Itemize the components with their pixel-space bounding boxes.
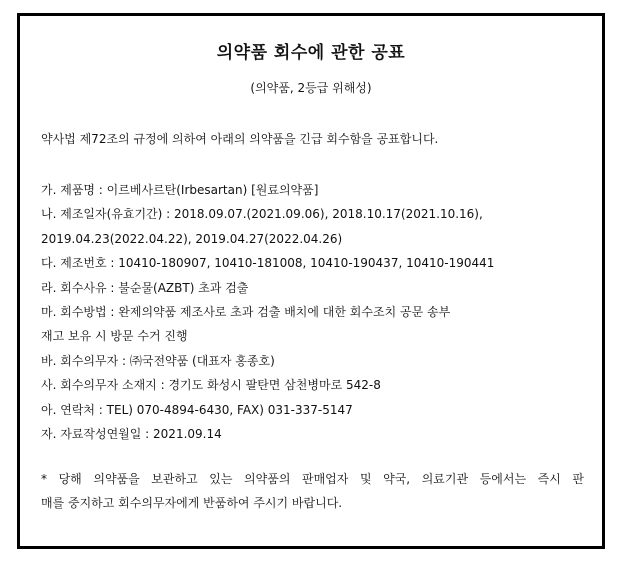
item-lot-numbers: 다. 제조번호 : 10410-180907, 10410-181008, 10410-190437, 10410-190441: [41, 256, 495, 271]
item-manufacture-date-cont: 2019.04.23(2022.04.22), 2019.04.27(2022.04.26): [41, 231, 343, 246]
item-product-name: 가. 제품명 : 이르베사르탄(Irbesartan) [원료의약품]: [41, 183, 319, 197]
recall-item-list: [41, 178, 588, 446]
recall-notice-frame: [17, 13, 605, 549]
notice-title: 의약품 회수에 관한 공표: [216, 43, 406, 63]
item-recall-reason: 라. 회수사유 : 불순물(AZBT) 초과 검출: [41, 280, 249, 295]
item-document-date: 자. 자료작성연월일 : 2021.09.14: [41, 427, 222, 442]
item-manufacture-date: 나. 제조일자(유효기간) : 2018.09.07.(2021.09.06), 2018.10.17(2021.10.16),: [41, 207, 483, 222]
item-recall-method: 마. 회수방법 : 완제의약품 제조사로 초과 검출 배치에 대한 회수조치 공문 송부: [41, 305, 451, 320]
item-address: 사. 회수의무자 소재지 : 경기도 화성시 팔탄면 삼천병마로 542-8: [41, 378, 381, 393]
footnote-line: * 당해 의약품을 보관하고 있는 의약품의 판매업자 및 약국, 의료기관 등에서는 즉시 판: [41, 472, 584, 486]
footnote-line: 매를 중지하고 회수의무자에게 반품하여 주시기 바랍니다.: [41, 496, 343, 510]
item-responsible-party: 바. 회수의무자 : ㈜국전약품 (대표자 홍종호): [41, 353, 275, 368]
item-recall-method-cont: 재고 보유 시 방문 수거 진행: [41, 329, 188, 344]
notice-intro: 약사법 제72조의 규정에 의하여 아래의 의약품을 긴급 회수함을 공표합니다.: [41, 132, 439, 146]
footnote: [41, 467, 584, 515]
notice-subtitle: (의약품, 2등급 위해성): [250, 81, 372, 95]
item-contact: 아. 연락처 : TEL) 070-4894-6430, FAX) 031-337-5147: [41, 402, 353, 417]
